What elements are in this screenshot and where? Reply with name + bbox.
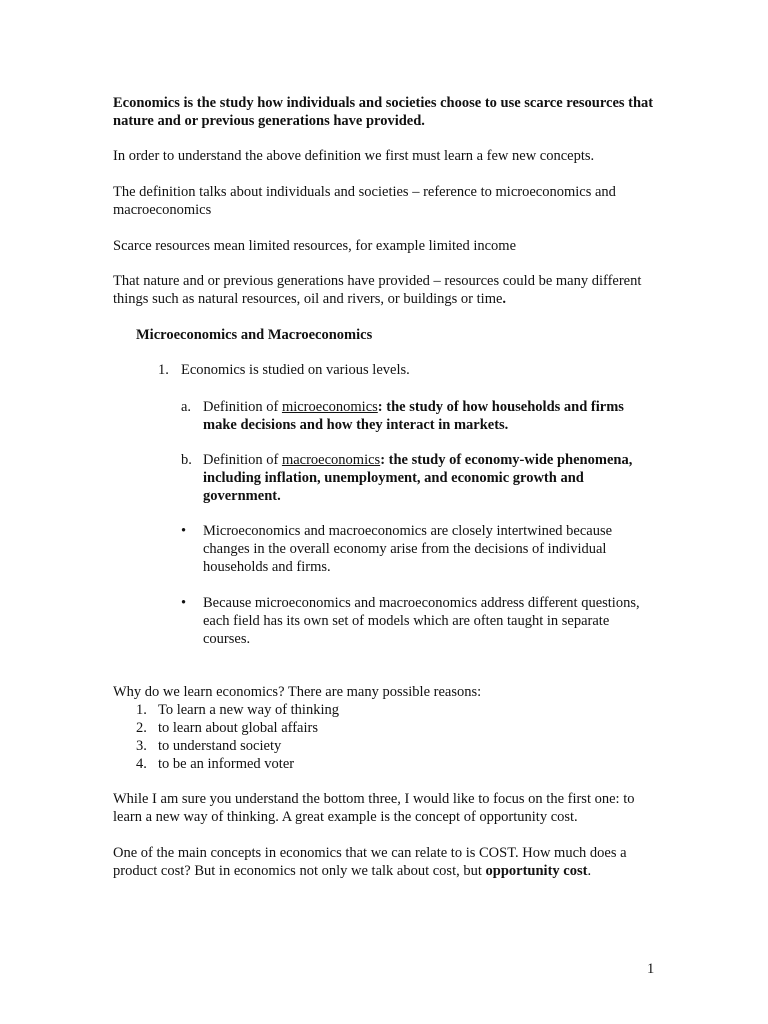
reason-text: to understand society bbox=[158, 738, 282, 754]
page-number: 1 bbox=[647, 961, 655, 977]
list-letter-b: b. bbox=[181, 452, 192, 468]
scarce-resources-paragraph: Scarce resources mean limited resources, for example limited income bbox=[113, 238, 517, 254]
nature-paragraph bbox=[113, 272, 658, 308]
individuals-paragraph: The definition talks about individuals and societies – reference to microeconomics and macroeconomics bbox=[113, 184, 616, 218]
micro-term: microeconomics bbox=[281, 399, 378, 415]
section-heading: Microeconomics and Macroeconomics bbox=[136, 327, 373, 343]
list-text: Economics is studied on various levels. bbox=[181, 362, 410, 378]
macro-definition: : the study of economy-wide phenomena, including inflation, unemployment, and economic growth and government. bbox=[203, 452, 633, 504]
bullet-icon: • bbox=[181, 523, 187, 539]
definition-paragraph: Economics is the study how individuals and societies choose to use scarce resources that nature and or previous generations have provided. bbox=[113, 95, 654, 129]
reason-text: to be an informed voter bbox=[158, 756, 295, 772]
reason-text: to learn about global affairs bbox=[158, 720, 318, 736]
reason-number: 1. bbox=[136, 702, 147, 718]
cost-period: . bbox=[587, 863, 592, 879]
cost-text: One of the main concepts in economics that we can relate to is COST. How much does a product cost? But in economics not only we talk about cost, but bbox=[113, 845, 627, 879]
reason-number: 4. bbox=[136, 756, 147, 772]
nature-text: That nature and or previous generations have provided – resources could be many different things such as natural resources, oil and rivers, or buildings or time bbox=[113, 273, 642, 307]
definition-prefix: Definition of bbox=[203, 452, 282, 468]
macro-term: macroeconomics bbox=[281, 452, 381, 468]
definition-micro-text bbox=[203, 398, 658, 434]
cost-paragraph bbox=[113, 844, 658, 880]
nature-period: . bbox=[502, 291, 507, 307]
bullet-icon: • bbox=[181, 595, 187, 611]
list-letter-a: a. bbox=[181, 399, 192, 415]
reason-number: 3. bbox=[136, 738, 147, 754]
bullet-text: Because microeconomics and macroeconomics address different questions, each field has its own set of models which are often taught in separate courses. bbox=[203, 595, 640, 647]
micro-definition: : the study of how households and firms make decisions and how they interact in markets. bbox=[203, 399, 624, 433]
reasons-intro: Why do we learn economics? There are many possible reasons: bbox=[113, 684, 482, 700]
opportunity-cost-term: opportunity cost bbox=[485, 863, 588, 879]
definition-macro-text bbox=[203, 451, 658, 505]
focus-paragraph: While I am sure you understand the bottom three, I would like to focus on the first one: to learn a new way of thinking. A great example is the concept of opportunity cost. bbox=[113, 791, 635, 825]
definition-prefix: Definition of bbox=[203, 399, 282, 415]
list-number: 1. bbox=[158, 362, 169, 378]
reason-text: To learn a new way of thinking bbox=[158, 702, 339, 718]
bullet-text: Microeconomics and macroeconomics are closely intertwined because changes in the overall economy arise from the decisions of individual households and firms. bbox=[203, 523, 613, 575]
reason-number: 2. bbox=[136, 720, 147, 736]
intro-paragraph: In order to understand the above definition we first must learn a few new concepts. bbox=[113, 148, 595, 164]
